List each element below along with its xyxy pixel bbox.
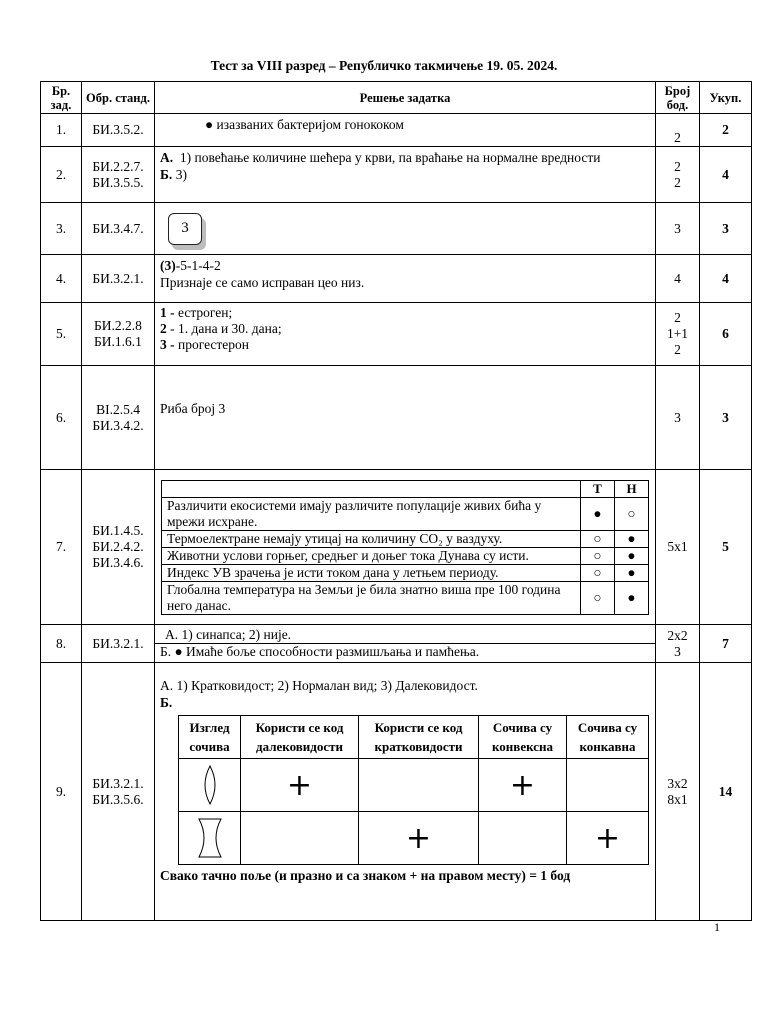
solution: ● изазваних бактеријом гонококом — [155, 114, 656, 147]
answer-key-table — [40, 81, 752, 921]
points-line: 2 — [674, 342, 681, 357]
statement: Термоелектране немају утицај на количину CO₂ у ваздуху. — [162, 530, 581, 547]
answer-box: 3 — [168, 213, 202, 245]
standard-code — [82, 470, 155, 625]
lens-cell: + — [241, 759, 359, 812]
solution — [155, 663, 656, 921]
table-row — [41, 203, 752, 255]
standard-code: БИ.3.4.7. — [82, 203, 155, 255]
table-row — [41, 147, 752, 203]
tf-row — [162, 547, 649, 564]
item-key: 2 — [160, 321, 167, 336]
page-number: 1 — [714, 920, 720, 934]
points-line: 3 — [674, 643, 681, 659]
points-line: 3x2 — [667, 775, 688, 791]
lens-header: Користи се код далековидости — [241, 716, 359, 759]
standard-code-line: БИ.3.5.6. — [92, 791, 144, 807]
solution — [155, 203, 656, 255]
points — [656, 663, 700, 921]
lens-header-row — [179, 716, 649, 759]
mark-false: ● — [615, 547, 649, 564]
item-value: естроген; — [174, 305, 233, 320]
scoring-note: Свако тачно поље (и празно и са знаком + на правом месту) = 1 бод — [160, 868, 571, 883]
standard-code-line: БИ.2.4.2. — [92, 539, 144, 554]
points — [656, 147, 700, 203]
table-row — [41, 470, 752, 625]
points-line: 2 — [674, 174, 681, 190]
list-item — [160, 321, 650, 337]
part-a-label: А. — [160, 150, 174, 165]
solution: Риба број 3 — [155, 366, 656, 470]
standard-code-line: БИ.3.4.2. — [92, 417, 144, 433]
points: 2 — [656, 114, 700, 147]
standard-code-line: БИ.3.2.1. — [92, 775, 144, 791]
page-title: Тест за VIII разред – Републичко такмичење 19. 05. 2024. — [210, 58, 558, 73]
item-key: 3 - — [160, 337, 175, 352]
task-number: 8. — [41, 625, 82, 663]
standard-code-line: БИ.2.2.7. — [92, 158, 144, 174]
standard-code: БИ.3.2.1. — [82, 625, 155, 663]
task-number: 1. — [41, 114, 82, 147]
standard-code: БИ.3.5.2. — [82, 114, 155, 147]
mark-true: ○ — [581, 547, 615, 564]
points-line: 2 — [674, 310, 681, 325]
concave-lens-icon — [197, 817, 223, 859]
total: 4 — [700, 147, 752, 203]
tf-header-true: Т — [581, 480, 615, 497]
header-points: Број бод. — [656, 82, 700, 114]
mark-true: ○ — [581, 564, 615, 581]
item-value: прогестерон — [174, 337, 250, 352]
header-num: Бр. зад. — [41, 82, 82, 114]
task-number: 6. — [41, 366, 82, 470]
sequence — [160, 257, 650, 274]
part-b-label: Б. — [160, 167, 173, 182]
lens-cell: + — [567, 812, 649, 865]
convex-lens-icon — [200, 764, 220, 806]
part-b-text: 3) — [175, 167, 187, 182]
table-row — [41, 625, 752, 663]
standard-code — [82, 663, 155, 921]
statement: Индекс УВ зрачења је исти током дана у летњем периоду. — [162, 564, 581, 581]
tf-row — [162, 581, 649, 614]
lens-header: Сочива су конкавна — [567, 716, 649, 759]
lens-cell — [359, 759, 479, 812]
solution — [155, 470, 656, 625]
total: 5 — [700, 470, 752, 625]
mark-true: ○ — [581, 581, 615, 614]
points: 5x1 — [656, 470, 700, 625]
tf-row — [162, 497, 649, 530]
part-a: А. 1) Кратковидост; 2) Нормалан вид; 3) Далековидост. — [160, 678, 478, 693]
task-number: 9. — [41, 663, 82, 921]
solution — [155, 147, 656, 203]
lens-header: Користи се код кратковидости — [359, 716, 479, 759]
lens-row — [179, 759, 649, 812]
header-total: Укуп. — [700, 82, 752, 114]
tf-row — [162, 564, 649, 581]
total: 7 — [700, 625, 752, 663]
tf-header-false: Н — [615, 480, 649, 497]
part-a-text: 1) повећање количине шећера у крви, па враћање на нормалне вредности — [179, 150, 601, 165]
lens-cell: + — [479, 759, 567, 812]
table-row — [41, 366, 752, 470]
standard-code-line: BI.2.5.4 — [96, 401, 140, 417]
standard-code — [82, 366, 155, 470]
standard-code: БИ.3.2.1. — [82, 255, 155, 303]
points — [656, 625, 700, 663]
total: 4 — [700, 255, 752, 303]
table-row — [41, 255, 752, 303]
task-number: 4. — [41, 255, 82, 303]
tf-header-row — [162, 480, 649, 497]
task-number: 3. — [41, 203, 82, 255]
points: 3 — [656, 203, 700, 255]
lens-row — [179, 812, 649, 865]
part-a — [160, 149, 650, 166]
mark-true: ● — [581, 497, 615, 530]
table-row — [41, 663, 752, 921]
task-number: 2. — [41, 147, 82, 203]
standard-code-line: БИ.1.4.5. — [92, 523, 144, 538]
total: 3 — [700, 203, 752, 255]
solution — [155, 303, 656, 366]
points: 3 — [656, 366, 700, 470]
lens-cell — [479, 812, 567, 865]
mark-false: ● — [615, 530, 649, 547]
part-b — [160, 166, 650, 183]
standard-code-line: БИ.1.6.1 — [94, 334, 142, 349]
lens-cell — [241, 812, 359, 865]
header-row — [41, 82, 752, 114]
solution — [155, 625, 656, 663]
mark-false: ● — [615, 581, 649, 614]
task-number: 5. — [41, 303, 82, 366]
sequence-first: (3) — [160, 258, 176, 273]
standard-code — [82, 147, 155, 203]
standard-code-line: БИ.3.5.5. — [92, 174, 144, 190]
sequence-rest: -5-1-4-2 — [175, 258, 221, 273]
item-key: 1 - — [160, 305, 175, 320]
lens-header: Сочива су конвексна — [479, 716, 567, 759]
table-row — [41, 303, 752, 366]
table-row — [41, 114, 752, 147]
standard-code-line: БИ.3.4.6. — [92, 555, 144, 570]
true-false-table — [161, 480, 649, 615]
points-line: 1+1 — [666, 326, 689, 341]
lens-shape-cell — [179, 759, 241, 812]
note: Признаје се само исправан цео низ. — [160, 275, 365, 290]
part-b: Б. ● Имаће боље способности размишљања и памћења. — [160, 644, 480, 659]
header-solution: Решење задатка — [155, 82, 656, 114]
standard-code — [82, 303, 155, 366]
part-b-label: Б. — [160, 695, 173, 710]
mark-false: ● — [615, 564, 649, 581]
header-std: Обр. станд. — [82, 82, 155, 114]
total: 14 — [700, 663, 752, 921]
lens-shape-cell — [179, 812, 241, 865]
task-number: 7. — [41, 470, 82, 625]
mark-true: ○ — [581, 530, 615, 547]
list-item — [160, 337, 650, 353]
item-value: - 1. дана и 30. дана; — [166, 321, 282, 336]
statement: Животни услови горњег, средњег и доњег тока Дунава су исти. — [162, 547, 581, 564]
part-a: А. 1) синапса; 2) није. — [155, 627, 655, 644]
lens-cell — [567, 759, 649, 812]
mark-false: ○ — [615, 497, 649, 530]
lens-header: Изглед сочива — [179, 716, 241, 759]
statement: Глобална температура на Земљи је била знатно виша пре 100 година него данас. — [162, 581, 581, 614]
total: 6 — [700, 303, 752, 366]
points: 4 — [656, 255, 700, 303]
points — [656, 303, 700, 366]
lens-table — [178, 715, 649, 865]
points-line: 2 — [674, 158, 681, 174]
solution — [155, 255, 656, 303]
lens-cell: + — [359, 812, 479, 865]
points-line: 2x2 — [667, 627, 688, 643]
list-item — [160, 305, 650, 321]
total: 3 — [700, 366, 752, 470]
statement: Различити екосистеми имају различите популације живих бића у мрежи исхране. — [162, 497, 581, 530]
tf-row — [162, 530, 649, 547]
points-line: 8x1 — [667, 791, 688, 807]
standard-code-line: БИ.2.2.8 — [94, 318, 142, 333]
total: 2 — [700, 114, 752, 147]
tf-header-blank — [162, 480, 581, 497]
